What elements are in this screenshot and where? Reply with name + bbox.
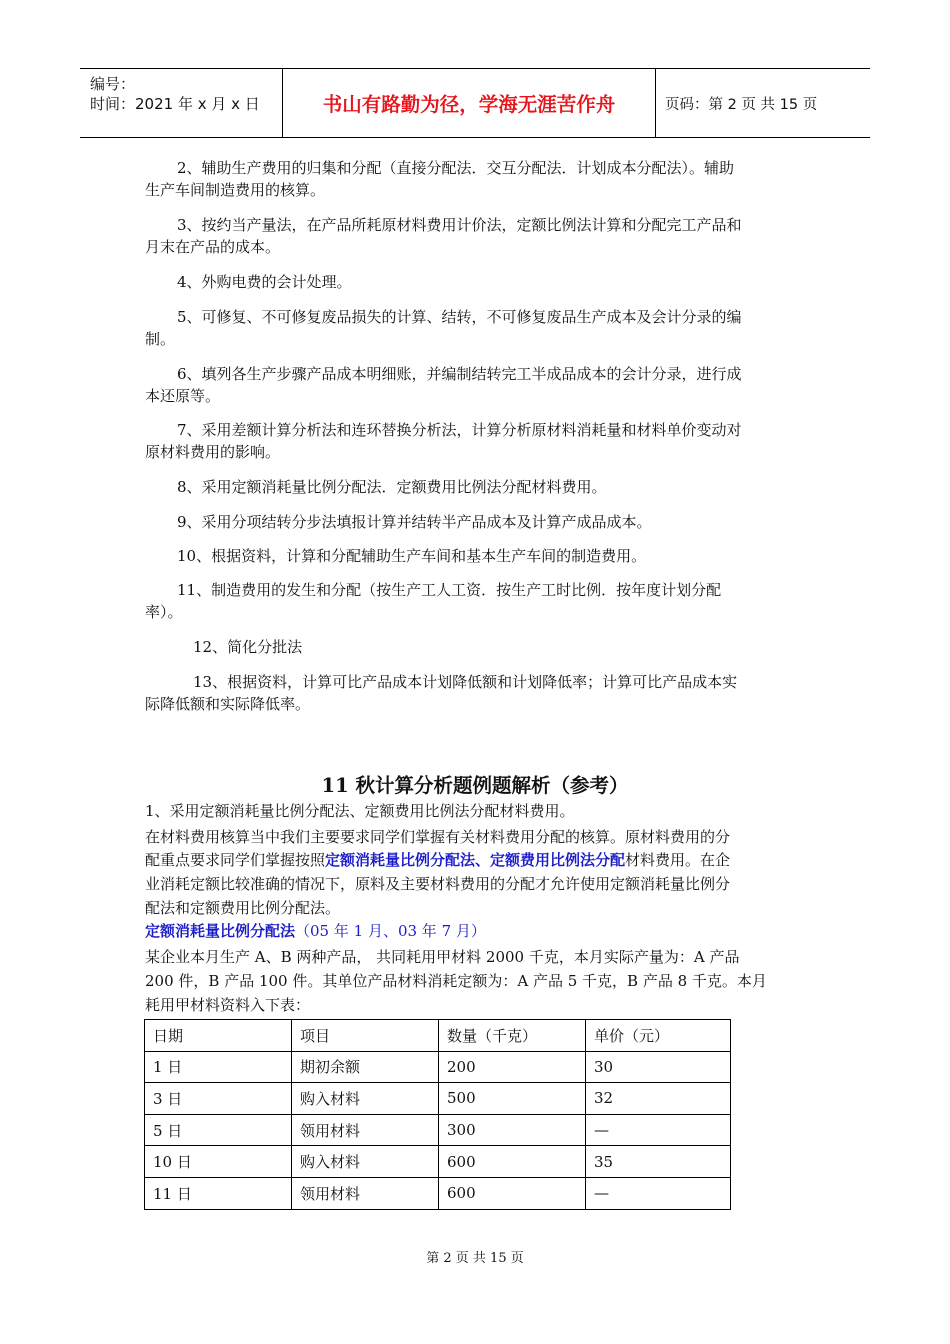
table-cell: 500: [439, 1083, 586, 1115]
section-paragraph: [145, 850, 730, 870]
subheading-bold: 定额消耗量比例分配法: [145, 922, 296, 940]
list-item: 8、采用定额消耗量比例分配法．定额费用比例法分配材料费用。: [177, 478, 607, 496]
table-cell: 200: [439, 1051, 586, 1083]
list-item-cont: 本还原等。: [145, 387, 221, 405]
table-row: [145, 1146, 731, 1178]
table-cell: 300: [439, 1114, 586, 1146]
text-run: 材料费用。在企: [625, 851, 731, 869]
list-item-cont: 制。: [145, 330, 176, 348]
page-footer: 第 2 页 共 15 页: [426, 1251, 524, 1266]
list-item: 4、外购电费的会计处理。: [177, 273, 352, 291]
material-table: [144, 1019, 731, 1210]
table-header-cell: 数量（千克）: [439, 1020, 586, 1052]
page-header: [80, 68, 870, 138]
list-item: 6、填列各生产步骤产品成本明细账，并编制结转完工半成品成本的会计分录，进行成: [177, 365, 742, 383]
table-row: [145, 1177, 731, 1209]
table-cell: 3 日: [145, 1083, 292, 1115]
table-cell: 10 日: [145, 1146, 292, 1178]
table-cell: 11 日: [145, 1177, 292, 1209]
doc-number-label: 编号：: [90, 75, 136, 93]
list-item: 3、按约当产量法，在产品所耗原材料费用计价法，定额比例法计算和分配完工产品和: [177, 216, 742, 234]
table-cell: 领用材料: [292, 1114, 439, 1146]
header-motto: 书山有路勤为径，学海无涯苦作舟: [283, 69, 656, 137]
table-cell: 购入材料: [292, 1083, 439, 1115]
list-item: 11、制造费用的发生和分配（按生产工人工资．按生产工时比例．按年度计划分配: [177, 581, 722, 599]
list-item-cont: 际降低额和实际降低率。: [145, 695, 311, 713]
table-cell: 领用材料: [292, 1177, 439, 1209]
table-header-cell: 项目: [292, 1020, 439, 1052]
section-paragraph: 1、采用定额消耗量比例分配法、定额费用比例法分配材料费用。: [145, 802, 575, 820]
highlight-text: 定额消耗量比例分配法、定额费用比例法分配: [325, 851, 626, 869]
table-cell: 期初余额: [292, 1051, 439, 1083]
list-item-cont: 率）。: [145, 603, 183, 621]
section-paragraph: 某企业本月生产 A、B 两种产品， 共同耗用甲材料 2000 千克，本月实际产量为：A 产品: [145, 948, 740, 966]
table-cell: 600: [439, 1146, 586, 1178]
table-cell: 5 日: [145, 1114, 292, 1146]
table-cell: 35: [586, 1146, 731, 1178]
subheading-note: （05 年 1 月、03 年 7 月）: [295, 922, 486, 940]
table-cell: —: [586, 1114, 731, 1146]
list-item: 13、根据资料，计算可比产品成本计划降低额和计划降低率；计算可比产品成本实: [193, 673, 738, 691]
section-paragraph: 业消耗定额比较准确的情况下，原料及主要材料费用的分配才允许使用定额消耗量比例分: [145, 875, 731, 893]
list-item: 5、可修复、不可修复废品损失的计算、结转，不可修复废品生产成本及会计分录的编: [177, 308, 742, 326]
table-row: [145, 1051, 731, 1083]
table-cell: —: [586, 1177, 731, 1209]
table-header-cell: 单价（元）: [586, 1020, 731, 1052]
doc-time: 时间：2021 年 x 月 x 日: [90, 95, 260, 113]
list-item-cont: 月末在产品的成本。: [145, 238, 281, 256]
list-item-cont: 生产车间制造费用的核算。: [145, 181, 326, 199]
table-cell: 30: [586, 1051, 731, 1083]
table-row: [145, 1114, 731, 1146]
list-item: 9、采用分项结转分步法填报计算并结转半产品成本及计算产成品成本。: [177, 513, 652, 531]
header-meta: [80, 69, 283, 137]
text-run: 配重点要求同学们掌握按照: [145, 851, 326, 869]
subheading: [145, 921, 486, 941]
section-paragraph: 耗用甲材料资料入下表：: [145, 996, 311, 1014]
table-cell: 600: [439, 1177, 586, 1209]
table-cell: 32: [586, 1083, 731, 1115]
table-row: [145, 1083, 731, 1115]
section-paragraph: 在材料费用核算当中我们主要要求同学们掌握有关材料费用分配的核算。原材料费用的分: [145, 828, 731, 846]
list-item: 12、简化分批法: [193, 638, 303, 656]
section-title: 11 秋计算分析题例题解析（参考）: [321, 774, 629, 797]
table-cell: 购入材料: [292, 1146, 439, 1178]
list-item-cont: 原材料费用的影响。: [145, 443, 281, 461]
header-page-code: 页码：第 2 页 共 15 页: [665, 97, 818, 113]
table-cell: 1 日: [145, 1051, 292, 1083]
table-header-row: [145, 1020, 731, 1052]
table-header-cell: 日期: [145, 1020, 292, 1052]
section-paragraph: 配法和定额费用比例分配法。: [145, 899, 341, 917]
list-item: 2、辅助生产费用的归集和分配（直接分配法．交互分配法．计划成本分配法）。辅助: [177, 159, 735, 177]
list-item: 7、采用差额计算分析法和连环替换分析法，计算分析原材料消耗量和材料单价变动对: [177, 421, 742, 439]
section-paragraph: 200 件，B 产品 100 件。其单位产品材料消耗定额为：A 产品 5 千克，B 产品 8 千克。本月: [145, 972, 767, 990]
list-item: 10、根据资料，计算和分配辅助生产车间和基本生产车间的制造费用。: [177, 547, 647, 565]
